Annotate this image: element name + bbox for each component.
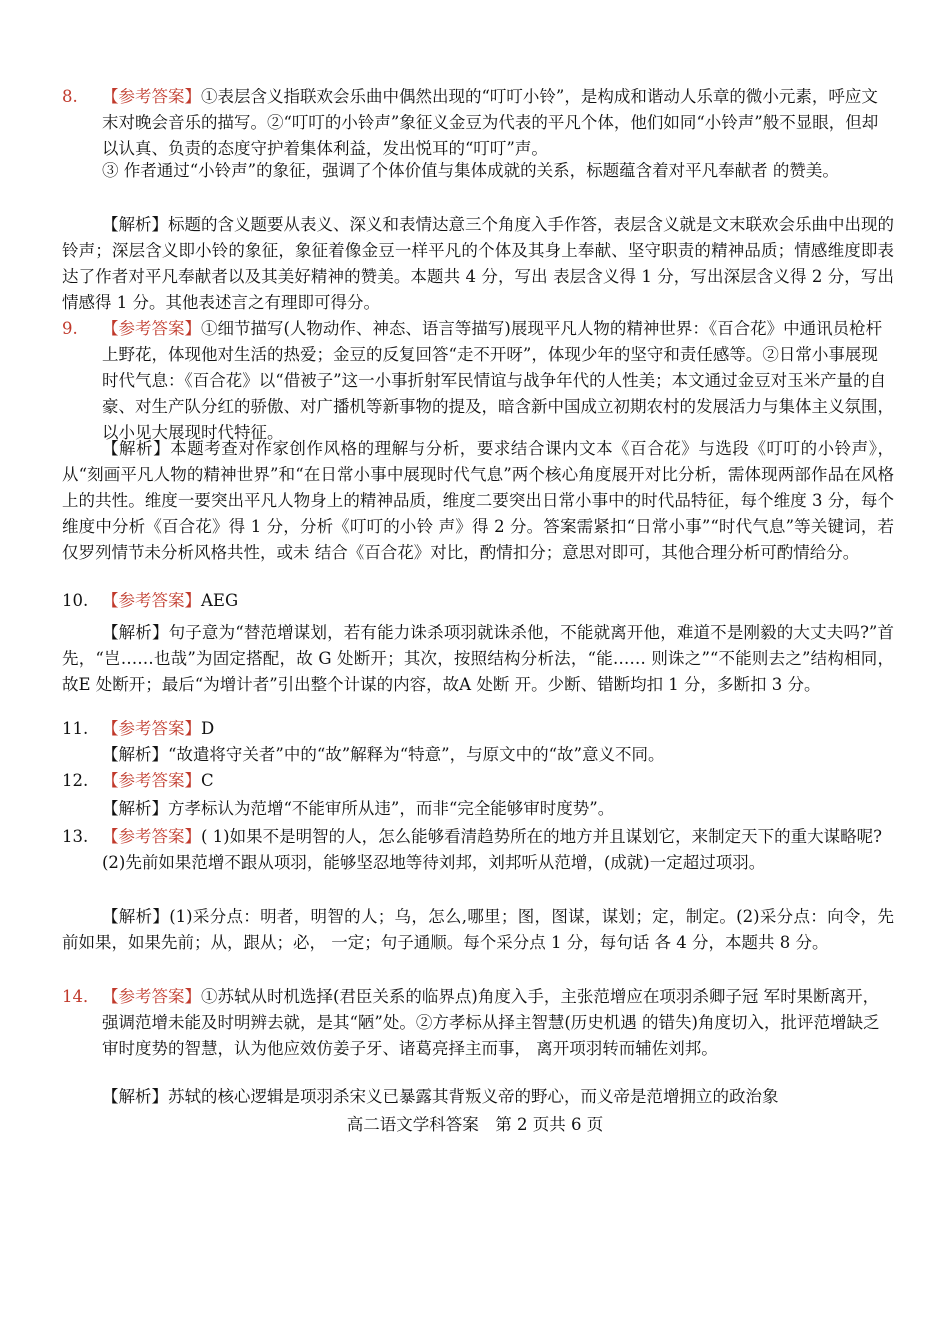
q8-answer-text: [102, 84, 894, 162]
q8-number: 8.: [62, 87, 78, 106]
q12-answer-text: [102, 768, 894, 794]
q13-answer-tag: 【参考答案】: [102, 827, 201, 846]
q9-answer-text: [102, 316, 894, 446]
q13-answer-text: [102, 824, 894, 876]
q11-answer-text: [102, 716, 894, 742]
q14-number: 14．: [62, 987, 100, 1006]
q8-analysis-tag: 【解析】: [102, 215, 168, 234]
q10-answer-value: AEG: [201, 591, 239, 610]
q8-answer-part2: ③ 作者通过“小铃声”的象征，强调了个体价值与集体成就的关系，标题蕴含着对平凡奉献者 的赞美。: [102, 161, 839, 180]
q9-answer-body: ①细节描写(人物动作、神态、语言等描写)展现平凡人物的精神世界：《百合花》中通讯员枪杆上野花，体现他对生活的热爱；金豆的反复回答“走不开呀”，体现少年的坚守和责任感等。②日常小事展现时代气息：《百合花》以“借被子”这一小事折射军民情谊与战争年代的人性美；本文通过金豆对玉米产量的自豪、对生产队分红的骄傲、对广播机等新事物的提及，暗含新中国成立初期农村的发展活力与集体主义氛围，以小见大展现时代特征。: [102, 319, 894, 442]
q14-answer: [62, 984, 894, 1062]
q13-analysis-tag: 【解析】: [102, 907, 170, 926]
q8-analysis: [62, 212, 894, 316]
q12-answer: [62, 768, 894, 794]
q14-analysis: [62, 1084, 894, 1110]
q11-answer: [62, 716, 894, 742]
q11-answer-tag: 【参考答案】: [102, 719, 201, 738]
q14-answer-body: ①苏轼从时机选择(君臣关系的临界点)角度入手，主张范增应在项羽杀卿子冠 军时果断离开，强调范增未能及时明辨去就，是其“陋”处。②方孝标从择主智慧(历史机遇 的错失)角度切入，批评范增缺乏审时度势的智慧，认为他应效仿姜子牙、诸葛亮择主而事， 离开项羽转而辅佐刘邦。: [102, 987, 880, 1058]
q14-answer-tag: 【参考答案】: [102, 987, 201, 1006]
q12-analysis: [62, 796, 894, 822]
q12-answer-tag: 【参考答案】: [102, 771, 201, 790]
q8-analysis-text: 标题的含义题要从表义、深义和表情达意三个角度入手作答，表层含义就是文末联欢会乐曲中出现的铃声；深层含义即小铃的象征，象征着像金豆一样平凡的个体及其身上奉献、坚守职责的精神品质；情感维度即表达了作者对平凡奉献者以及其美好精神的赞美。本题共 4 分，写出 表层含义得 1 分，写出深层含义得 2 分，写出情感得 1 分。其他表述言之有理即可得分。: [62, 215, 894, 312]
q13-analysis-text: (1)采分点：明者，明智的人；乌，怎么,哪里；图，图谋，谋划；定，制定。(2)采分点：向令，先前如果，如果先前；从，跟从；必， 一定；句子通顺。每个采分点 1 分，每句话 各 4 分，本题共 8 分。: [62, 907, 894, 952]
q13-analysis: [62, 904, 894, 956]
q11-analysis-tag: 【解析】: [102, 745, 168, 764]
q12-analysis-text: 方孝标认为范增“不能审所从违”，而非“完全能够审时度势”。: [168, 799, 615, 818]
q14-analysis-text: 苏轼的核心逻辑是项羽杀宋义已暴露其背叛义帝的野心，而义帝是范增拥立的政治象: [168, 1087, 779, 1106]
q10-analysis: [62, 620, 894, 698]
q13-answer-body: ( 1)如果不是明智的人，怎么能够看清趋势所在的地方并且谋划它，来制定天下的重大谋略呢?(2)先前如果范增不跟从项羽，能够坚忍地等待刘邦，刘邦听从范增，(成就)一定超过项羽。: [102, 827, 882, 872]
q9-answer: [62, 316, 894, 446]
q8-answer: [62, 84, 894, 162]
q10-analysis-tag: 【解析】: [102, 623, 169, 642]
q9-analysis: [62, 436, 894, 566]
q10-answer: [62, 588, 894, 614]
q12-number: 12.: [62, 771, 89, 790]
q8-answer-tag: 【参考答案】: [102, 87, 201, 106]
q14-analysis-tag: 【解析】: [102, 1087, 168, 1106]
q10-answer-text: [102, 588, 894, 614]
q14-answer-text: [102, 984, 894, 1062]
q13-number: 13.: [62, 827, 89, 846]
q10-number: 10.: [62, 591, 89, 610]
q9-analysis-tag: 【解析】: [102, 439, 171, 458]
q9-answer-tag: 【参考答案】: [102, 319, 201, 338]
q12-analysis-tag: 【解析】: [102, 799, 168, 818]
q11-answer-value: D: [201, 719, 215, 738]
q10-analysis-text: 句子意为“替范增谋划，若有能力诛杀项羽就诛杀他，不能就离开他，难道不是刚毅的大丈夫吗?”首先，“岂……也哉”为固定搭配，故 G 处断开；其次，按照结构分析法，“能…… 则诛之”“不能则去之”结构相同，故E 处断开；最后“为增计者”引出整个计谋的内容，故A 处断 开。少断、错断均扣 1 分，多断扣 3 分。: [62, 623, 895, 694]
q9-number: 9.: [62, 319, 78, 338]
q11-analysis: [62, 742, 894, 768]
q11-number: 11.: [62, 719, 89, 738]
q9-analysis-text: 本题考查对作家创作风格的理解与分析，要求结合课内文本《百合花》与选段《叮叮的小铃声》，从“刻画平凡人物的精神世界”和“在日常小事中展现时代气息”两个核心角度展开对比分析，需体现两部作品在风格上的共性。维度一要突出平凡人物身上的精神品质，维度二要突出日常小事中的时代品特征，每个维度 3 分，每个维度中分析《百合花》得 1 分，分析《叮叮的小铃 声》得 2 分。答案需紧扣“日常小事”“时代气息”等关键词，若仅罗列情节未分析风格共性，或未 结合《百合花》对比，酌情扣分；意思对即可，其他合理分析可酌情给分。: [62, 439, 895, 562]
q11-analysis-text: “故遣将守关者”中的“故”解释为“特意”，与原文中的“故”意义不同。: [168, 745, 665, 764]
q8-answer-part1: ①表层含义指联欢会乐曲中偶然出现的“叮叮小铃”，是构成和谐动人乐章的微小元素，呼应文末对晚会音乐的描写。②“叮叮的小铃声”象征义金豆为代表的平凡个体，他们如同“小铃声”般不显眼，但却以认真、负责的态度守护着集体利益，发出悦耳的“叮叮”声。: [102, 87, 879, 158]
q13-answer: [62, 824, 894, 876]
q10-answer-tag: 【参考答案】: [102, 591, 201, 610]
page-footer: 高二语文学科答案 第 2 页共 6 页: [346, 1115, 604, 1134]
q12-answer-value: C: [201, 771, 214, 790]
q8-answer-continued: [62, 158, 894, 184]
